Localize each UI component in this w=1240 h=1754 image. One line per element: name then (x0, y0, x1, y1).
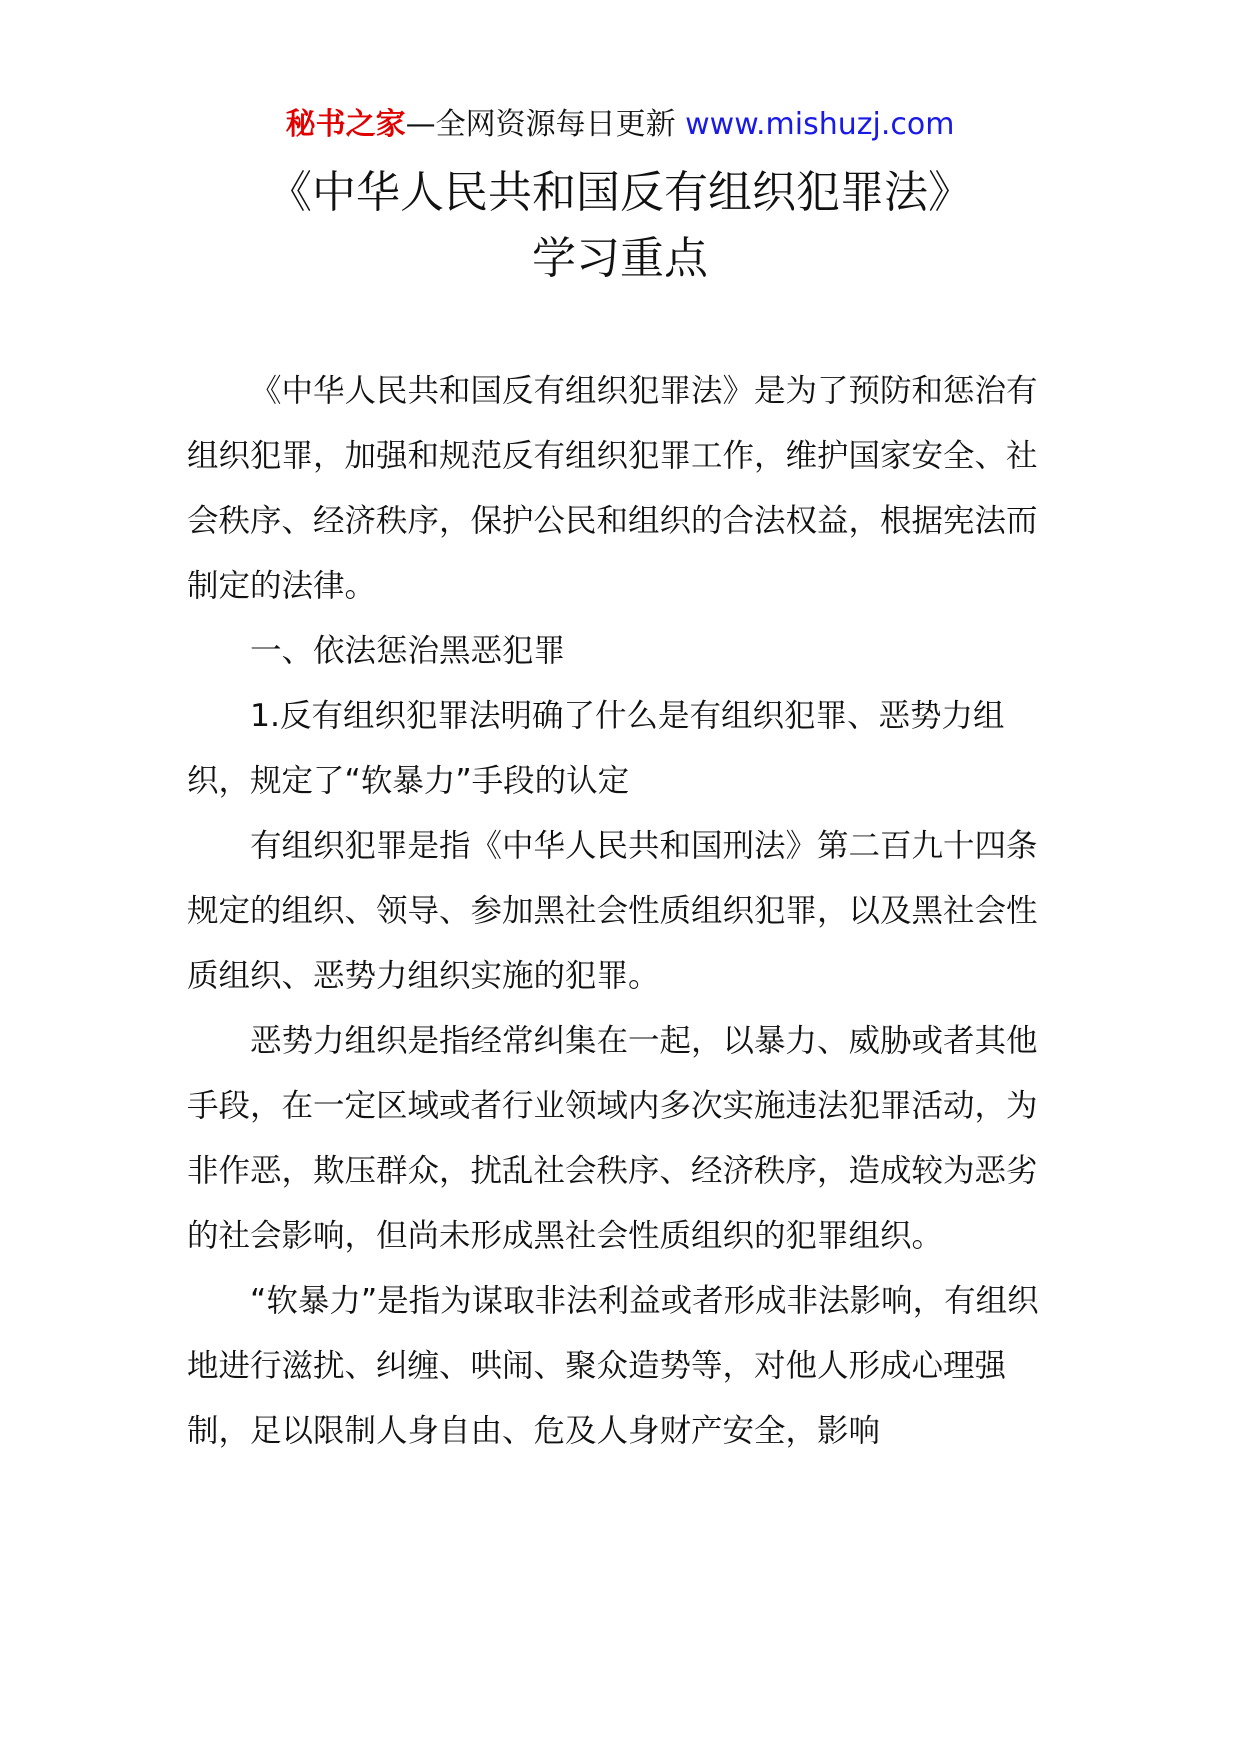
intro-paragraph: 《中华人民共和国反有组织犯罪法》是为了预防和惩治有组织犯罪，加强和规范反有组织犯罪工作，维护国家安全、社会秩序、经济秩序，保护公民和组织的合法权益，根据宪法而制定的法律。 (187, 373, 1038, 604)
paragraph-soft-violence: “软暴力”是指为谋取非法利益或者形成非法影响，有组织地进行滋扰、纠缠、哄闹、聚众造势等，对他人形成心理强制，足以限制人身自由、危及人身财产安全，影响 (187, 1283, 1039, 1449)
website-link[interactable]: www.mishuzj.com (685, 107, 955, 142)
header-tagline: —全网资源每日更新 (405, 107, 676, 142)
document-body (187, 359, 1067, 1464)
document-subtitle: 学习重点 (532, 233, 708, 284)
paragraph-organized-crime: 有组织犯罪是指《中华人民共和国刑法》第二百九十四条规定的组织、领导、参加黑社会性质组织犯罪，以及黑社会性质组织、恶势力组织实施的犯罪。 (187, 828, 1038, 994)
paragraph-evil-forces: 恶势力组织是指经常纠集在一起，以暴力、威胁或者其他手段，在一定区域或者行业领域内多次实施违法犯罪活动，为非作恶，欺压群众，扰乱社会秩序、经济秩序，造成较为恶劣的社会影响，但尚未形成黑社会性质组织的犯罪组织。 (187, 1023, 1038, 1254)
brand-name: 秘书之家 (285, 107, 406, 142)
section-heading: 一、依法惩治黑恶犯罪 (250, 633, 566, 669)
page-header (0, 100, 1240, 150)
subsection-heading: 1.反有组织犯罪法明确了什么是有组织犯罪、恶势力组织，规定了“软暴力”手段的认定 (187, 698, 1005, 799)
document-title: 《中华人民共和国反有组织犯罪法》 (268, 167, 972, 218)
